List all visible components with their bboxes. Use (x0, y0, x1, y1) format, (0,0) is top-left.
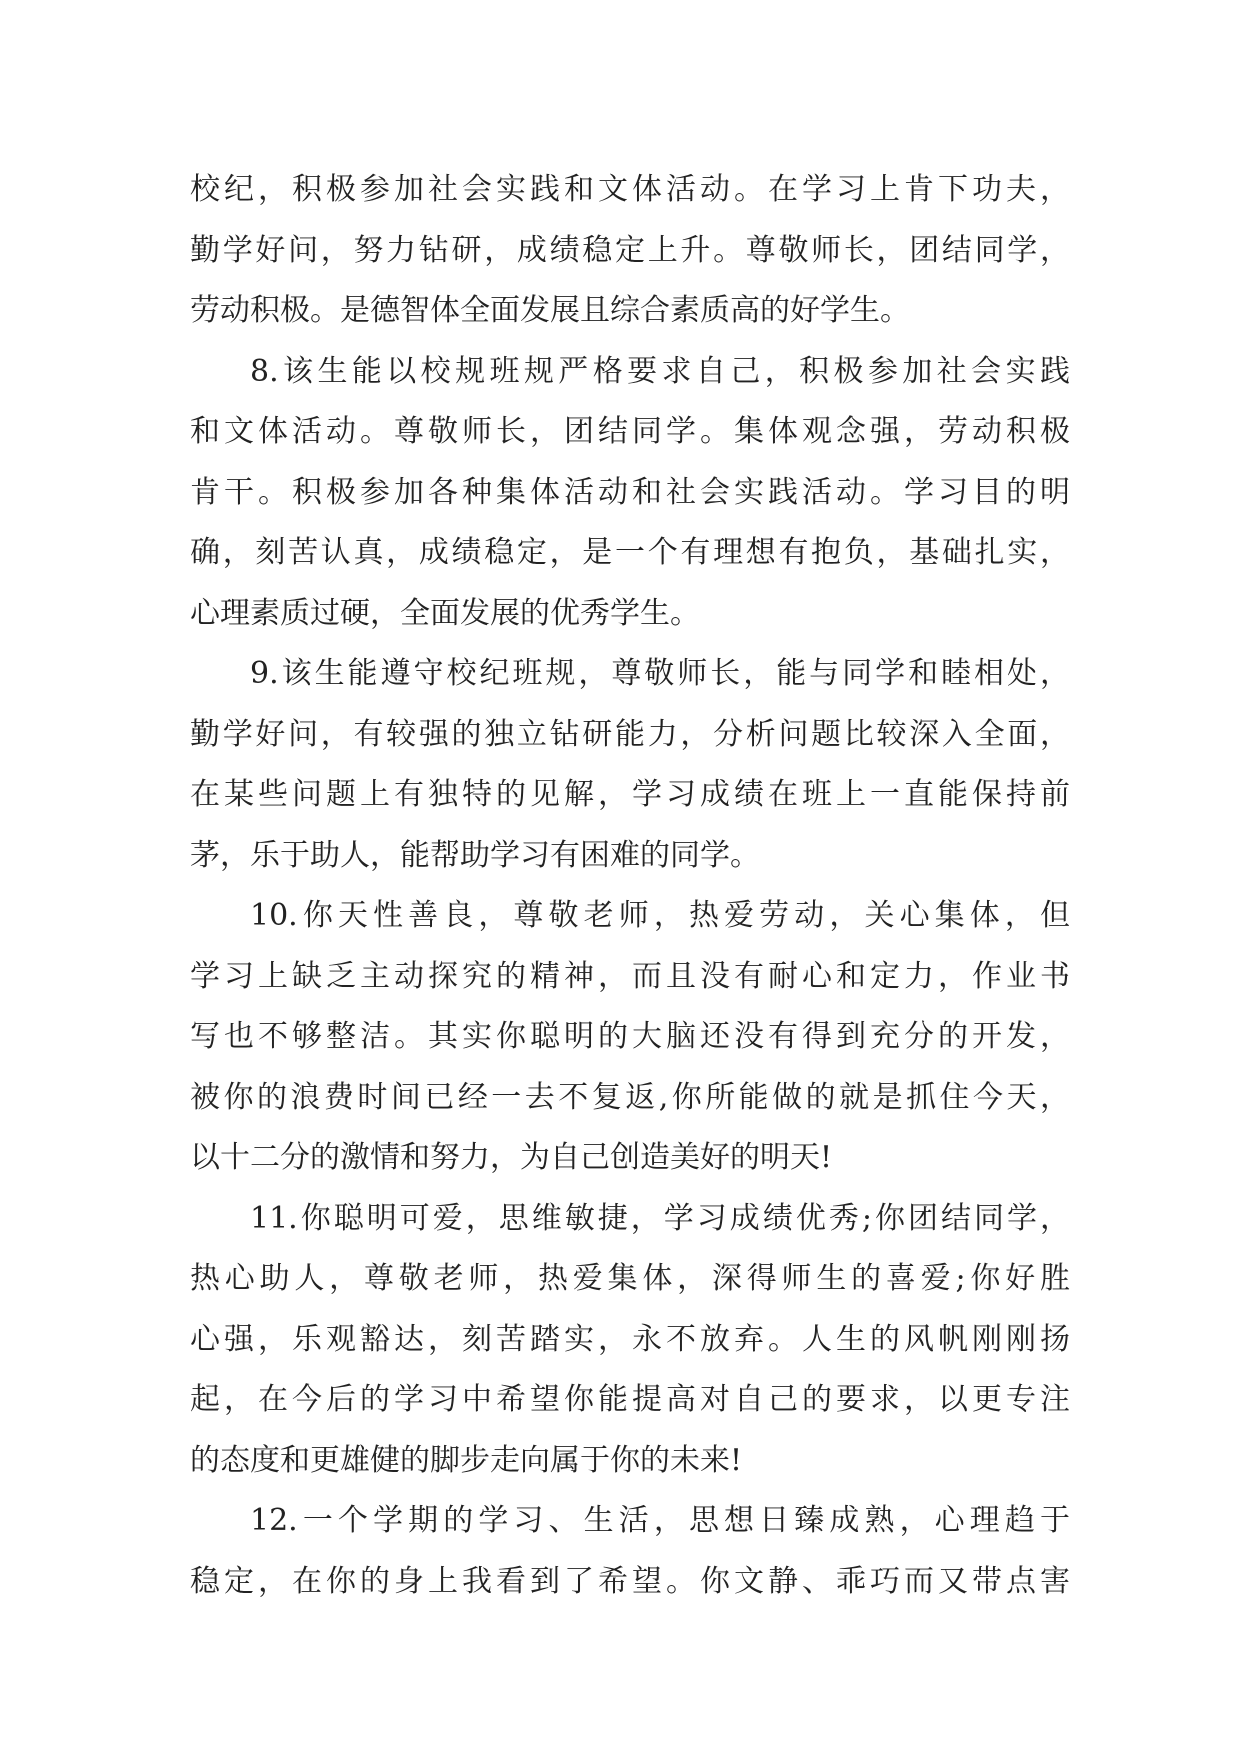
text-line: 以十二分的激情和努力，为自己创造美好的明天! (190, 1140, 833, 1175)
text-line: 确，刻苦认真，成绩稳定，是一个有理想有抱负，基础扎实， (190, 535, 1070, 570)
text-line: 稳定，在你的身上我看到了希望。你文静、乖巧而又带点害 (190, 1563, 1070, 1599)
text-line: 的态度和更雄健的脚步走向属于你的未来! (190, 1442, 743, 1478)
text-line: 被你的浪费时间已经一去不复返,你所能做的就是抓住今天， (190, 1079, 1070, 1115)
text-line: 勤学好问，努力钻研，成绩稳定上升。尊敬师长，团结同学， (190, 232, 1070, 268)
document-body (190, 160, 1070, 1612)
paragraph-first-line: 11.你聪明可爱，思维敏捷，学习成绩优秀;你团结同学， (250, 1200, 1070, 1236)
text-line: 肯干。积极参加各种集体活动和社会实践活动。学习目的明 (190, 474, 1070, 510)
text-line: 学习上缺乏主动探究的精神，而且没有耐心和定力，作业书 (190, 958, 1070, 994)
text-line: 热心助人，尊敬老师，热爱集体，深得师生的喜爱;你好胜 (190, 1261, 1070, 1296)
text-line: 心强，乐观豁达，刻苦踏实，永不放弃。人生的风帆刚刚扬 (190, 1321, 1070, 1357)
paragraph-first-line: 12.一个学期的学习、生活，思想日臻成熟，心理趋于 (250, 1503, 1070, 1538)
text-line: 校纪，积极参加社会实践和文体活动。在学习上肯下功夫， (190, 172, 1070, 207)
text-line: 起，在今后的学习中希望你能提高对自己的要求，以更专注 (190, 1382, 1070, 1417)
text-line: 茅，乐于助人，能帮助学习有困难的同学。 (190, 837, 760, 873)
paragraph-first-line: 8.该生能以校规班规严格要求自己，积极参加社会实践 (250, 353, 1070, 389)
text-line: 劳动积极。是德智体全面发展且综合素质高的好学生。 (190, 293, 910, 328)
paragraph-first-line: 9.该生能遵守校纪班规，尊敬师长，能与同学和睦相处， (250, 656, 1070, 691)
text-line: 写也不够整洁。其实你聪明的大脑还没有得到充分的开发， (190, 1019, 1070, 1054)
text-line: 和文体活动。尊敬师长，团结同学。集体观念强，劳动积极 (190, 414, 1070, 449)
text-line: 心理素质过硬，全面发展的优秀学生。 (190, 595, 700, 631)
paragraph-first-line: 10.你天性善良，尊敬老师，热爱劳动，关心集体，但 (250, 898, 1070, 933)
text-line: 在某些问题上有独特的见解，学习成绩在班上一直能保持前 (190, 777, 1070, 812)
text-line: 勤学好问，有较强的独立钻研能力，分析问题比较深入全面， (190, 716, 1070, 752)
